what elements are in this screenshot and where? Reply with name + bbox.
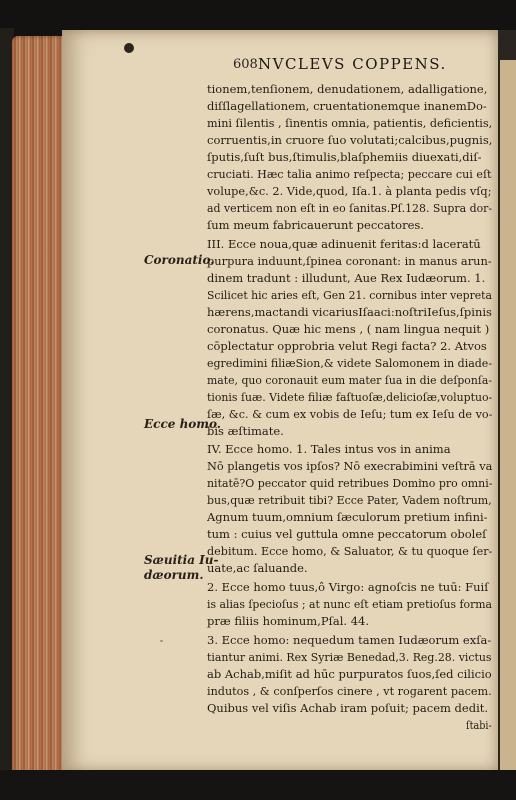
text-line: indutos , & conſperſos cinere , vt rogarent pacem.	[207, 684, 492, 698]
text-line: 2. Ecce homo tuus,ô Virgo: agnoſcis ne tuū: Fuiſ	[207, 580, 489, 594]
text-line: egredimini filiæSion,& videte Salomonem in diade-	[207, 356, 493, 370]
text-line: cōplectatur opprobria velut Regi facta? 2. Atvos	[207, 339, 487, 353]
text-line: præ filiis hominum,Pſal. 44.	[207, 614, 369, 628]
text-line: bis æſtimate.	[207, 424, 284, 438]
text-line: is alias ſpecioſus ; at nunc eſt etiam pretioſus forma	[207, 597, 493, 611]
running-head: NVCLEVS COPPENS.	[258, 55, 447, 73]
text-line: tum : cuius vel guttula omne peccatorum oboleſ	[207, 527, 487, 541]
text-line: Agnum tuum,omnium ſæculorum pretium infini-	[207, 510, 488, 524]
text-line: diſſlagellationem, cruentationemque inanemDo-	[207, 99, 487, 113]
text-line: coronatus. Quæ hic mens , ( nam lingua nequit )	[207, 322, 490, 336]
margin-note-ecce-homo: Ecce homo.	[144, 417, 221, 431]
text-line: cruciati. Hæc talia animo reſpecta; peccare cui eſt	[207, 167, 492, 181]
text-line: mate, quo coronauit eum mater ſua in die deſponſa-	[207, 373, 492, 387]
text-line: Scilicet hic aries eſt, Gen 21. cornibus inter vepreta	[207, 288, 492, 302]
paper-hole	[124, 43, 134, 53]
text-line: dinem tradunt : illudunt, Aue Rex Iudæorum. 1.	[207, 271, 486, 285]
text-line: ſæ, &c. & cum ex vobis de Ieſu; tum ex Ieſu de vo-	[207, 407, 493, 421]
margin-note-iudaeorum: dæorum.	[144, 568, 204, 582]
text-line: tiantur animi. Rex Syriæ Benedad,3. Reg.28. victus	[207, 650, 492, 664]
margin-note-coronatio: Coronatio.	[144, 253, 215, 267]
margin-note-saevitia: Sæuitia Iu-	[144, 553, 219, 567]
page-header	[0, 55, 516, 77]
scanner-background-bottom	[0, 770, 516, 800]
text-line: debitum. Ecce homo, & Saluator, & tu quoque ſer-	[207, 544, 493, 558]
catchword: ſtabi-	[466, 718, 492, 732]
text-line: tionem,tenſionem, denudationem, adalligatione,	[207, 82, 488, 96]
text-line: bus,quæ retribuit tibi? Ecce Pater, Vadem noſtrum,	[207, 493, 492, 507]
page-number: 608	[233, 57, 258, 72]
text-line: IV. Ecce homo. 1. Tales intus vos in anima	[207, 442, 451, 456]
text-line: III. Ecce noua,quæ adinuenit feritas:d laceratū	[207, 237, 481, 251]
text-line: ad verticem non eſt in eo ſanitas.Pſ.128. Supra dor-	[207, 201, 493, 215]
text-line: hærens,mactandi vicariusIſaaci:noſtriIeſus,ſpinis	[207, 305, 492, 319]
text-line: mini ſilentis , ſinentis omnia, patientis, deficientis,	[207, 116, 493, 130]
text-line: volupe,&c. 2. Vide,quod, Iſa.1. à planta pedis vſq;	[207, 184, 492, 198]
text-line: ſputis,ſuſt bus,ſtimulis,blaſphemiis diuexati,diſ-	[207, 150, 482, 164]
paper-speck	[160, 640, 163, 642]
facing-page-edge	[500, 60, 516, 770]
text-line: ſum meum fabricauerunt peccatores.	[207, 218, 424, 232]
text-line: uate,ac ſaluande.	[207, 561, 308, 575]
text-line: Nō plangetis vos ipſos? Nō execrabimini veſtrā va	[207, 459, 493, 473]
text-line: nitatē?O peccator quid retribues Domino pro omni-	[207, 476, 493, 490]
text-line: 3. Ecce homo: nequedum tamen Iudæorum exſa-	[207, 633, 492, 647]
text-line: purpura induunt,ſpinea coronant: in manus arun-	[207, 254, 492, 268]
text-line: corruentis,in cruore ſuo volutati;calcibus,pugnis,	[207, 133, 493, 147]
text-line: tionis ſuæ. Videte filiæ faſtuoſæ,delicioſæ,voluptuo-	[207, 390, 493, 404]
text-line: Quibus vel viſis Achab iram poſuit; pacem dedit.	[207, 701, 489, 715]
text-line: ab Achab,miſit ad hūc purpuratos ſuos,ſed cilicio	[207, 667, 492, 681]
